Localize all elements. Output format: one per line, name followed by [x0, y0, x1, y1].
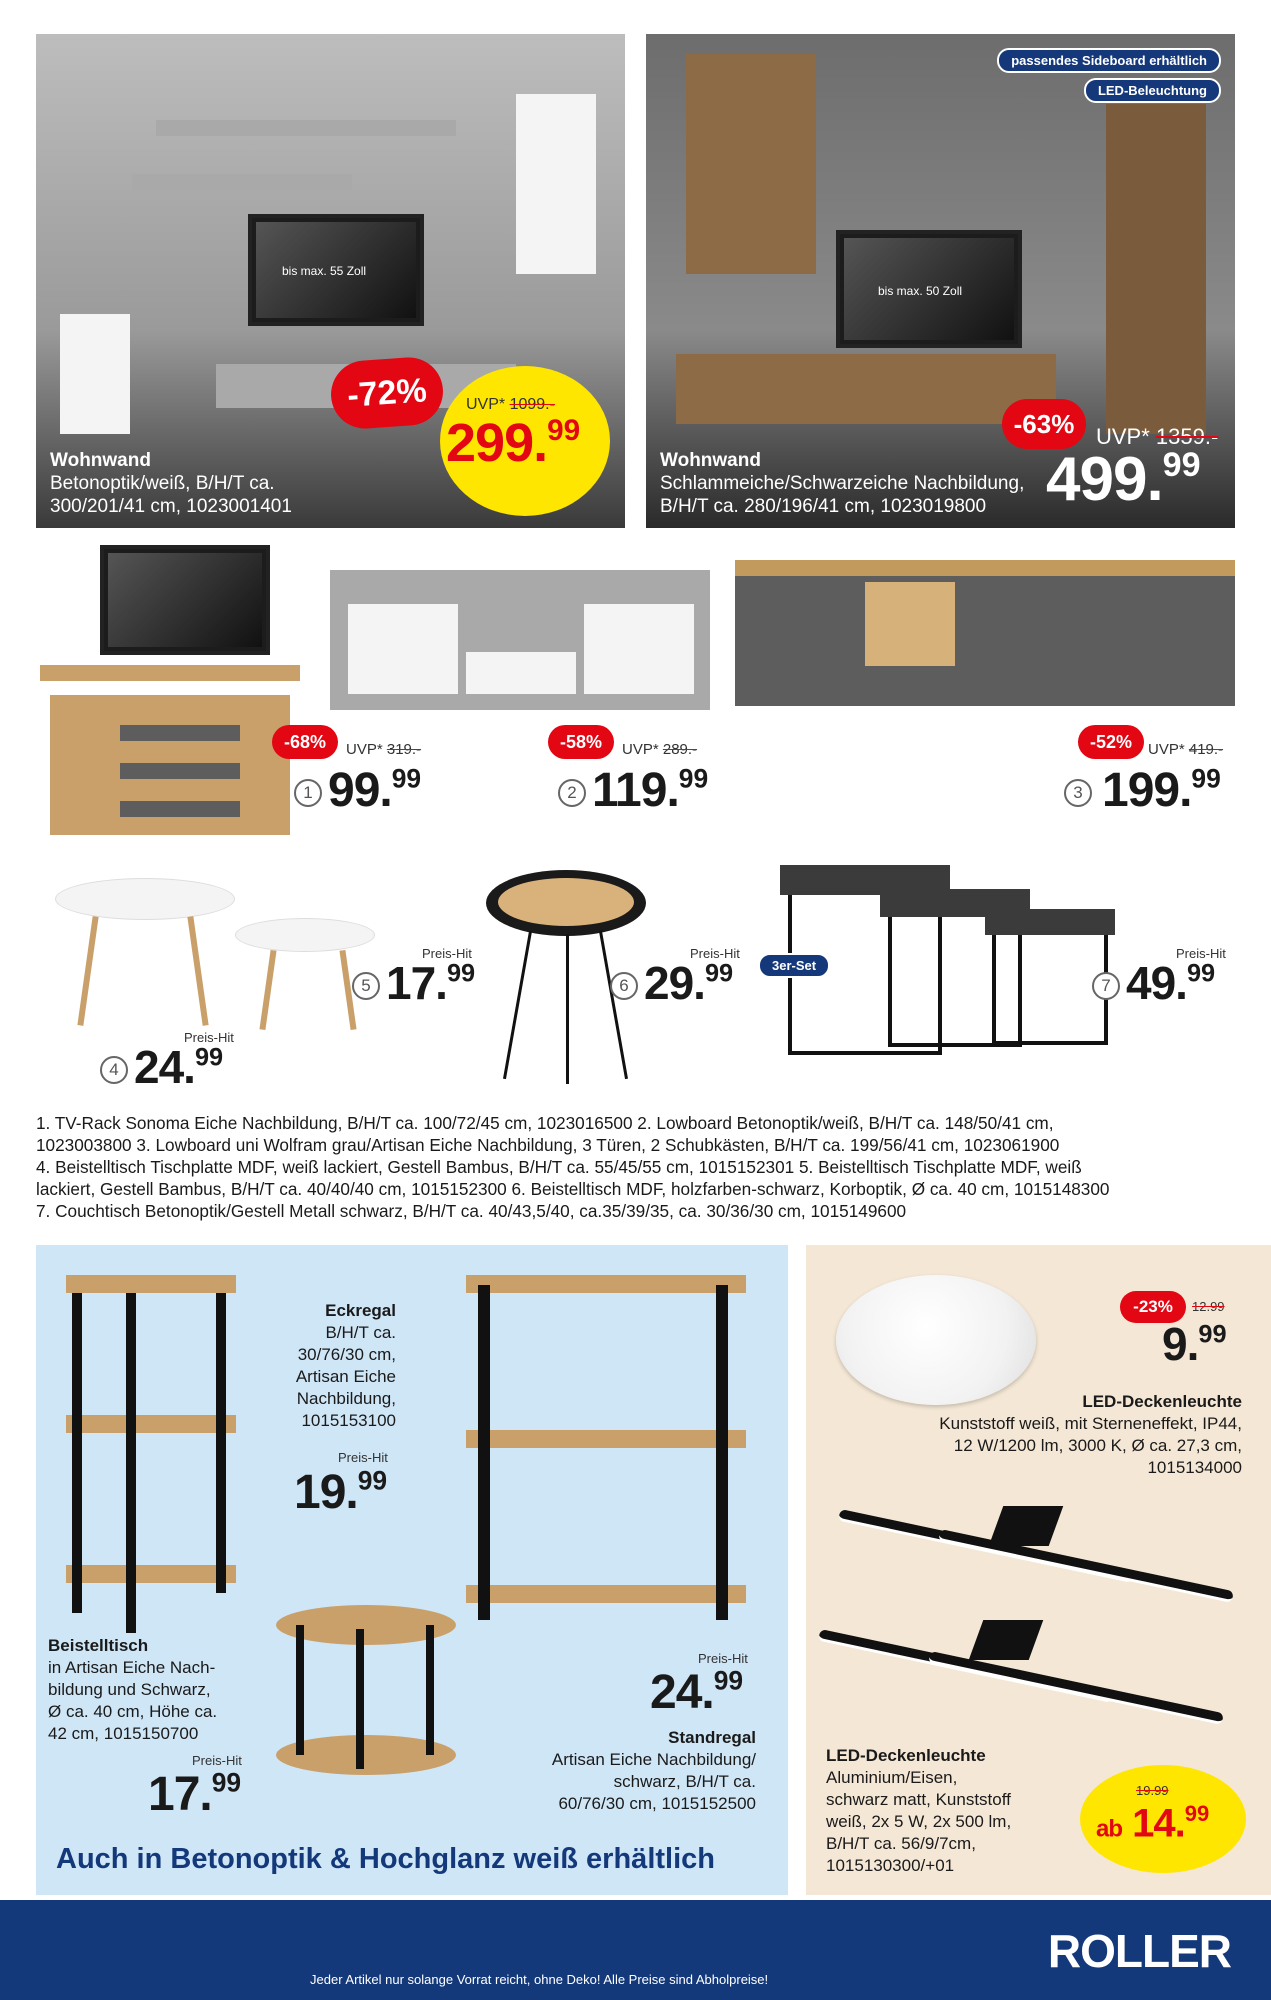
price-main: 24. [650, 1666, 714, 1719]
price-main: 499. [1046, 445, 1163, 514]
standregal-title: Standregal [668, 1728, 756, 1747]
hero-wohnwand-2 [646, 34, 1235, 528]
standregal-image [466, 1275, 746, 1615]
led1-text [846, 1391, 1242, 1479]
preis-hit-label: Preis-Hit [690, 946, 740, 961]
offer-5 [352, 946, 492, 1009]
led1-line: 1015134000 [1147, 1458, 1242, 1477]
old-price-value: 19.99 [1136, 1783, 1169, 1798]
old-price [1192, 1299, 1225, 1314]
shelf-post [126, 1293, 136, 1633]
uvp-value: 319.- [386, 741, 422, 758]
led2-text [826, 1745, 1056, 1877]
price-main: 17. [148, 1768, 212, 1821]
shelf-board [66, 1415, 236, 1433]
lowboard-top [735, 560, 1235, 576]
tv-rack-shelf [120, 725, 240, 741]
availability-banner: Auch in Betonoptik & Hochglanz weiß erhältlich [56, 1843, 715, 1875]
led-round-image [836, 1275, 1036, 1405]
beistelltisch-title: Beistelltisch [48, 1636, 149, 1655]
table-leg [187, 916, 208, 1026]
uvp-prefix: UVP* [346, 741, 383, 758]
table-leg [426, 1625, 434, 1755]
offer-4 [100, 1030, 260, 1093]
table-top [55, 878, 235, 920]
uvp-prefix: UVP* [466, 396, 506, 413]
price-cents: 99 [446, 959, 476, 988]
price-main: 29. [644, 957, 705, 1009]
tv-rack-image [40, 545, 300, 845]
price-cents: 99 [1162, 446, 1201, 485]
price-cents: 99 [211, 1767, 242, 1798]
lowboard-grey-image [735, 560, 1235, 710]
roller-logo[interactable]: ROLLER [1047, 1925, 1231, 1977]
led1-line: Kunststoff weiß, mit Sterneneffekt, IP44, [939, 1414, 1242, 1433]
price [148, 1767, 241, 1822]
lowboard-door [584, 604, 694, 694]
offer-2 [548, 725, 748, 825]
price [386, 956, 475, 1010]
led2-title: LED-Deckenleuchte [826, 1746, 986, 1765]
price [1102, 763, 1221, 818]
table-leg [566, 934, 569, 1084]
standregal-line: 60/76/30 cm, 1015152500 [558, 1794, 756, 1813]
led-bar [928, 1651, 1224, 1725]
uvp-label [346, 741, 421, 758]
price-main: 199. [1102, 764, 1192, 817]
preis-hit-label: Preis-Hit [1176, 946, 1226, 961]
shelf-post [478, 1285, 490, 1620]
led-mount [969, 1620, 1044, 1660]
discount-badge: -72% [329, 355, 445, 431]
table-top [985, 909, 1115, 935]
uvp-value: 1359.- [1155, 424, 1219, 449]
beistelltisch-text [48, 1635, 268, 1745]
cabinet-wood [686, 54, 816, 274]
table-leg [296, 1625, 304, 1755]
description-line: 1. TV-Rack Sonoma Eiche Nachbildung, B/H/T ca. 100/72/45 cm, 1023016500 2. Lowboard Betonoptik/weiß, B/H/T ca. 148/50/41 cm, [36, 1113, 1054, 1133]
shelf-post [72, 1293, 82, 1613]
eckregal-line: 1015153100 [301, 1411, 396, 1430]
beistelltisch-image [276, 1605, 456, 1785]
lowboard-drawer [466, 652, 576, 694]
price-main: 9. [1162, 1318, 1199, 1370]
shelf-board [466, 1585, 746, 1603]
hero-1-title: Wohnwand [50, 450, 151, 471]
item-number: 1 [294, 779, 322, 807]
item-number: 7 [1092, 972, 1120, 1000]
price-main: 19. [294, 1466, 358, 1519]
discount-badge: -63% [1002, 399, 1086, 449]
hero-2-caption [660, 449, 1024, 518]
eckregal-image [66, 1275, 246, 1635]
beistelltisch-line: 42 cm, 1015150700 [48, 1724, 199, 1743]
uvp-prefix: UVP* [1148, 741, 1185, 758]
hero-2-line2: B/H/T ca. 280/196/41 cm, 1023019800 [660, 496, 987, 517]
tv-rack-shelf [120, 801, 240, 817]
eckregal-line: B/H/T ca. [325, 1323, 396, 1342]
led-wave-image [816, 1500, 1256, 1760]
beistelltisch-line: Ø ca. 40 cm, Höhe ca. [48, 1702, 218, 1721]
hero-1-caption [50, 449, 292, 518]
set-badge: 3er-Set [758, 953, 830, 978]
led2-line: weiß, 2x 5 W, 2x 500 lm, [826, 1812, 1012, 1831]
nesting-tables-image [780, 865, 1125, 1065]
offer-7 [1092, 946, 1242, 1009]
shelf-board [466, 1430, 746, 1448]
price [592, 763, 708, 818]
price-cents: 99 [1191, 763, 1221, 794]
description-line: 4. Beistelltisch Tischplatte MDF, weiß lackiert, Gestell Bambus, B/H/T ca. 55/45/55 cm, 1015152301 5. Beistelltisch Tischplatte MDF, weiß [36, 1157, 1082, 1177]
footer [0, 1900, 1271, 2000]
price-main: 99. [328, 764, 392, 817]
shelf-post [216, 1293, 226, 1593]
price [134, 1040, 223, 1094]
cabinet-white [60, 314, 130, 434]
price-cents: 99 [713, 1665, 744, 1696]
price-cents: 99 [391, 763, 422, 794]
discount-badge: -68% [272, 725, 338, 759]
description-line: 1023003800 3. Lowboard uni Wolfram grau/Artisan Eiche Nachbildung, 3 Türen, 2 Schubkästen, B/H/T ca. 199/56/41 cm, 1023061900 [36, 1135, 1060, 1155]
cabinet-wood [1106, 104, 1206, 434]
price-cents: 99 [678, 763, 709, 794]
offer-3 [1066, 725, 1246, 825]
price-main: 24. [134, 1041, 195, 1093]
offer-6 [610, 946, 750, 1009]
price-cents: 99 [1186, 959, 1216, 988]
led-bar [938, 1529, 1234, 1603]
tv-size-label: bis max. 50 Zoll [878, 284, 963, 298]
price-cents: 99 [704, 959, 734, 988]
lowboard-wood [676, 354, 1056, 424]
shelf-board [466, 1275, 746, 1293]
tray-basket [498, 878, 634, 926]
price-main: 49. [1126, 957, 1187, 1009]
preis-hit-label: Preis-Hit [422, 946, 472, 961]
led2-line: B/H/T ca. 56/9/7cm, [826, 1834, 976, 1853]
preis-hit-label: Preis-Hit [338, 1450, 388, 1465]
price-main: 299. [446, 413, 548, 473]
uvp-value: 1099.- [509, 396, 555, 413]
preis-hit-label: Preis-Hit [698, 1651, 748, 1666]
standregal-line: schwarz, B/H/T ca. [613, 1772, 756, 1791]
discount-badge: -52% [1078, 725, 1144, 759]
price-cents: 99 [194, 1043, 224, 1072]
uvp-value: 419.- [1188, 741, 1224, 758]
shelf-board [66, 1565, 236, 1583]
led1-line: 12 W/1200 lm, 3000 K, Ø ca. 27,3 cm, [953, 1436, 1242, 1455]
led2-line: Aluminium/Eisen, [826, 1768, 958, 1787]
table-leg [356, 1629, 364, 1769]
beistelltisch-line: bildung und Schwarz, [48, 1680, 211, 1699]
preis-hit-label: Preis-Hit [192, 1753, 242, 1768]
tv-rack-shelf [120, 763, 240, 779]
standregal-line: Artisan Eiche Nachbildung/ [551, 1750, 756, 1769]
price-cents: 99 [1184, 1801, 1210, 1826]
offer-1 [272, 725, 472, 825]
old-price [1136, 1783, 1169, 1798]
discount-badge: -23% [1120, 1291, 1186, 1323]
table-leg [503, 931, 532, 1079]
price-main: 14. [1132, 1801, 1185, 1846]
eckregal-text [256, 1300, 396, 1432]
hero-1-line2: 300/201/41 cm, 1023001401 [50, 496, 292, 517]
price-prefix: ab [1096, 1815, 1123, 1843]
beige-panel [806, 1245, 1271, 1895]
description-line: lackiert, Gestell Bambus, B/H/T ca. 40/40/40 cm, 1015152300 6. Beistelltisch MDF, holzfarben-schwarz, Korboptik, Ø ca. 40 cm, 1015148300 [36, 1179, 1110, 1199]
item-number: 2 [558, 779, 586, 807]
price [1126, 956, 1215, 1010]
tv-rack-top [40, 665, 300, 681]
uvp-prefix: UVP* [1096, 424, 1150, 449]
led2-line: 1015130300/+01 [826, 1856, 955, 1875]
description-line: 7. Couchtisch Betonoptik/Gestell Metall schwarz, B/H/T ca. 40/43,5/40, ca.35/39/35, ca. 30/36/30 cm, 1015149600 [36, 1201, 907, 1221]
price [1046, 444, 1201, 515]
lowboard-body [735, 576, 1235, 706]
eckregal-line: Nachbildung, [296, 1389, 396, 1408]
price-cents: 99 [547, 414, 581, 448]
table-leg [77, 916, 98, 1026]
item-number: 3 [1064, 779, 1092, 807]
footer-disclaimer: Jeder Artikel nur solange Vorrat reicht, ohne Deko! Alle Preise sind Abholpreise! [310, 1972, 769, 1987]
price-main: 17. [386, 957, 447, 1009]
standregal-text [488, 1727, 756, 1815]
uvp-label [1148, 741, 1223, 758]
badge-sideboard: passendes Sideboard erhältlich [997, 48, 1221, 73]
side-tables-white-image [55, 878, 385, 1038]
tv-size-label: bis max. 55 Zoll [282, 264, 367, 278]
item-number: 5 [352, 972, 380, 1000]
price [294, 1465, 387, 1520]
eckregal-line: 30/76/30 cm, [297, 1345, 396, 1364]
product-descriptions [36, 1112, 1236, 1222]
hero-2-title: Wohnwand [660, 450, 761, 471]
item-number: 4 [100, 1056, 128, 1084]
wall-shelf [132, 174, 352, 190]
hero-2-line1: Schlammeiche/Schwarzeiche Nachbildung, [660, 473, 1025, 494]
badge-led: LED-Beleuchtung [1084, 78, 1221, 103]
uvp-label [622, 741, 697, 758]
price [446, 412, 580, 474]
table-frame [992, 935, 1108, 1045]
preis-hit-label: Preis-Hit [184, 1030, 234, 1045]
item-number: 6 [610, 972, 638, 1000]
blue-panel [36, 1245, 788, 1895]
old-price-value: 12.99 [1192, 1299, 1225, 1314]
discount-badge: -58% [548, 725, 614, 759]
lowboard-concrete-image [330, 570, 710, 710]
cabinet-white [516, 94, 596, 274]
eckregal-line: Artisan Eiche [295, 1367, 396, 1386]
shelf-post [716, 1285, 728, 1620]
price-main: 119. [592, 764, 679, 817]
table-leg [259, 950, 276, 1030]
lowboard-open-compartment [865, 582, 955, 666]
price-cents: 99 [357, 1465, 388, 1496]
uvp-prefix: UVP* [622, 741, 659, 758]
led1-title: LED-Deckenleuchte [1082, 1392, 1242, 1411]
price-cents: 99 [1198, 1320, 1227, 1349]
uvp-value: 289.- [662, 741, 698, 758]
lowboard-door [348, 604, 458, 694]
hero-wohnwand-1 [36, 34, 625, 528]
tv-screen [100, 545, 270, 655]
wall-shelf [156, 120, 456, 136]
led2-line: schwarz matt, Kunststoff [826, 1790, 1011, 1809]
price [1096, 1801, 1209, 1846]
price [650, 1665, 743, 1720]
hero-1-line1: Betonoptik/weiß, B/H/T ca. [50, 473, 275, 494]
beistelltisch-line: in Artisan Eiche Nach- [48, 1658, 216, 1677]
price [1162, 1317, 1227, 1371]
eckregal-title: Eckregal [325, 1301, 396, 1320]
shelf-board [66, 1275, 236, 1293]
price [644, 956, 733, 1010]
price [328, 763, 421, 818]
led-mount [989, 1506, 1064, 1546]
